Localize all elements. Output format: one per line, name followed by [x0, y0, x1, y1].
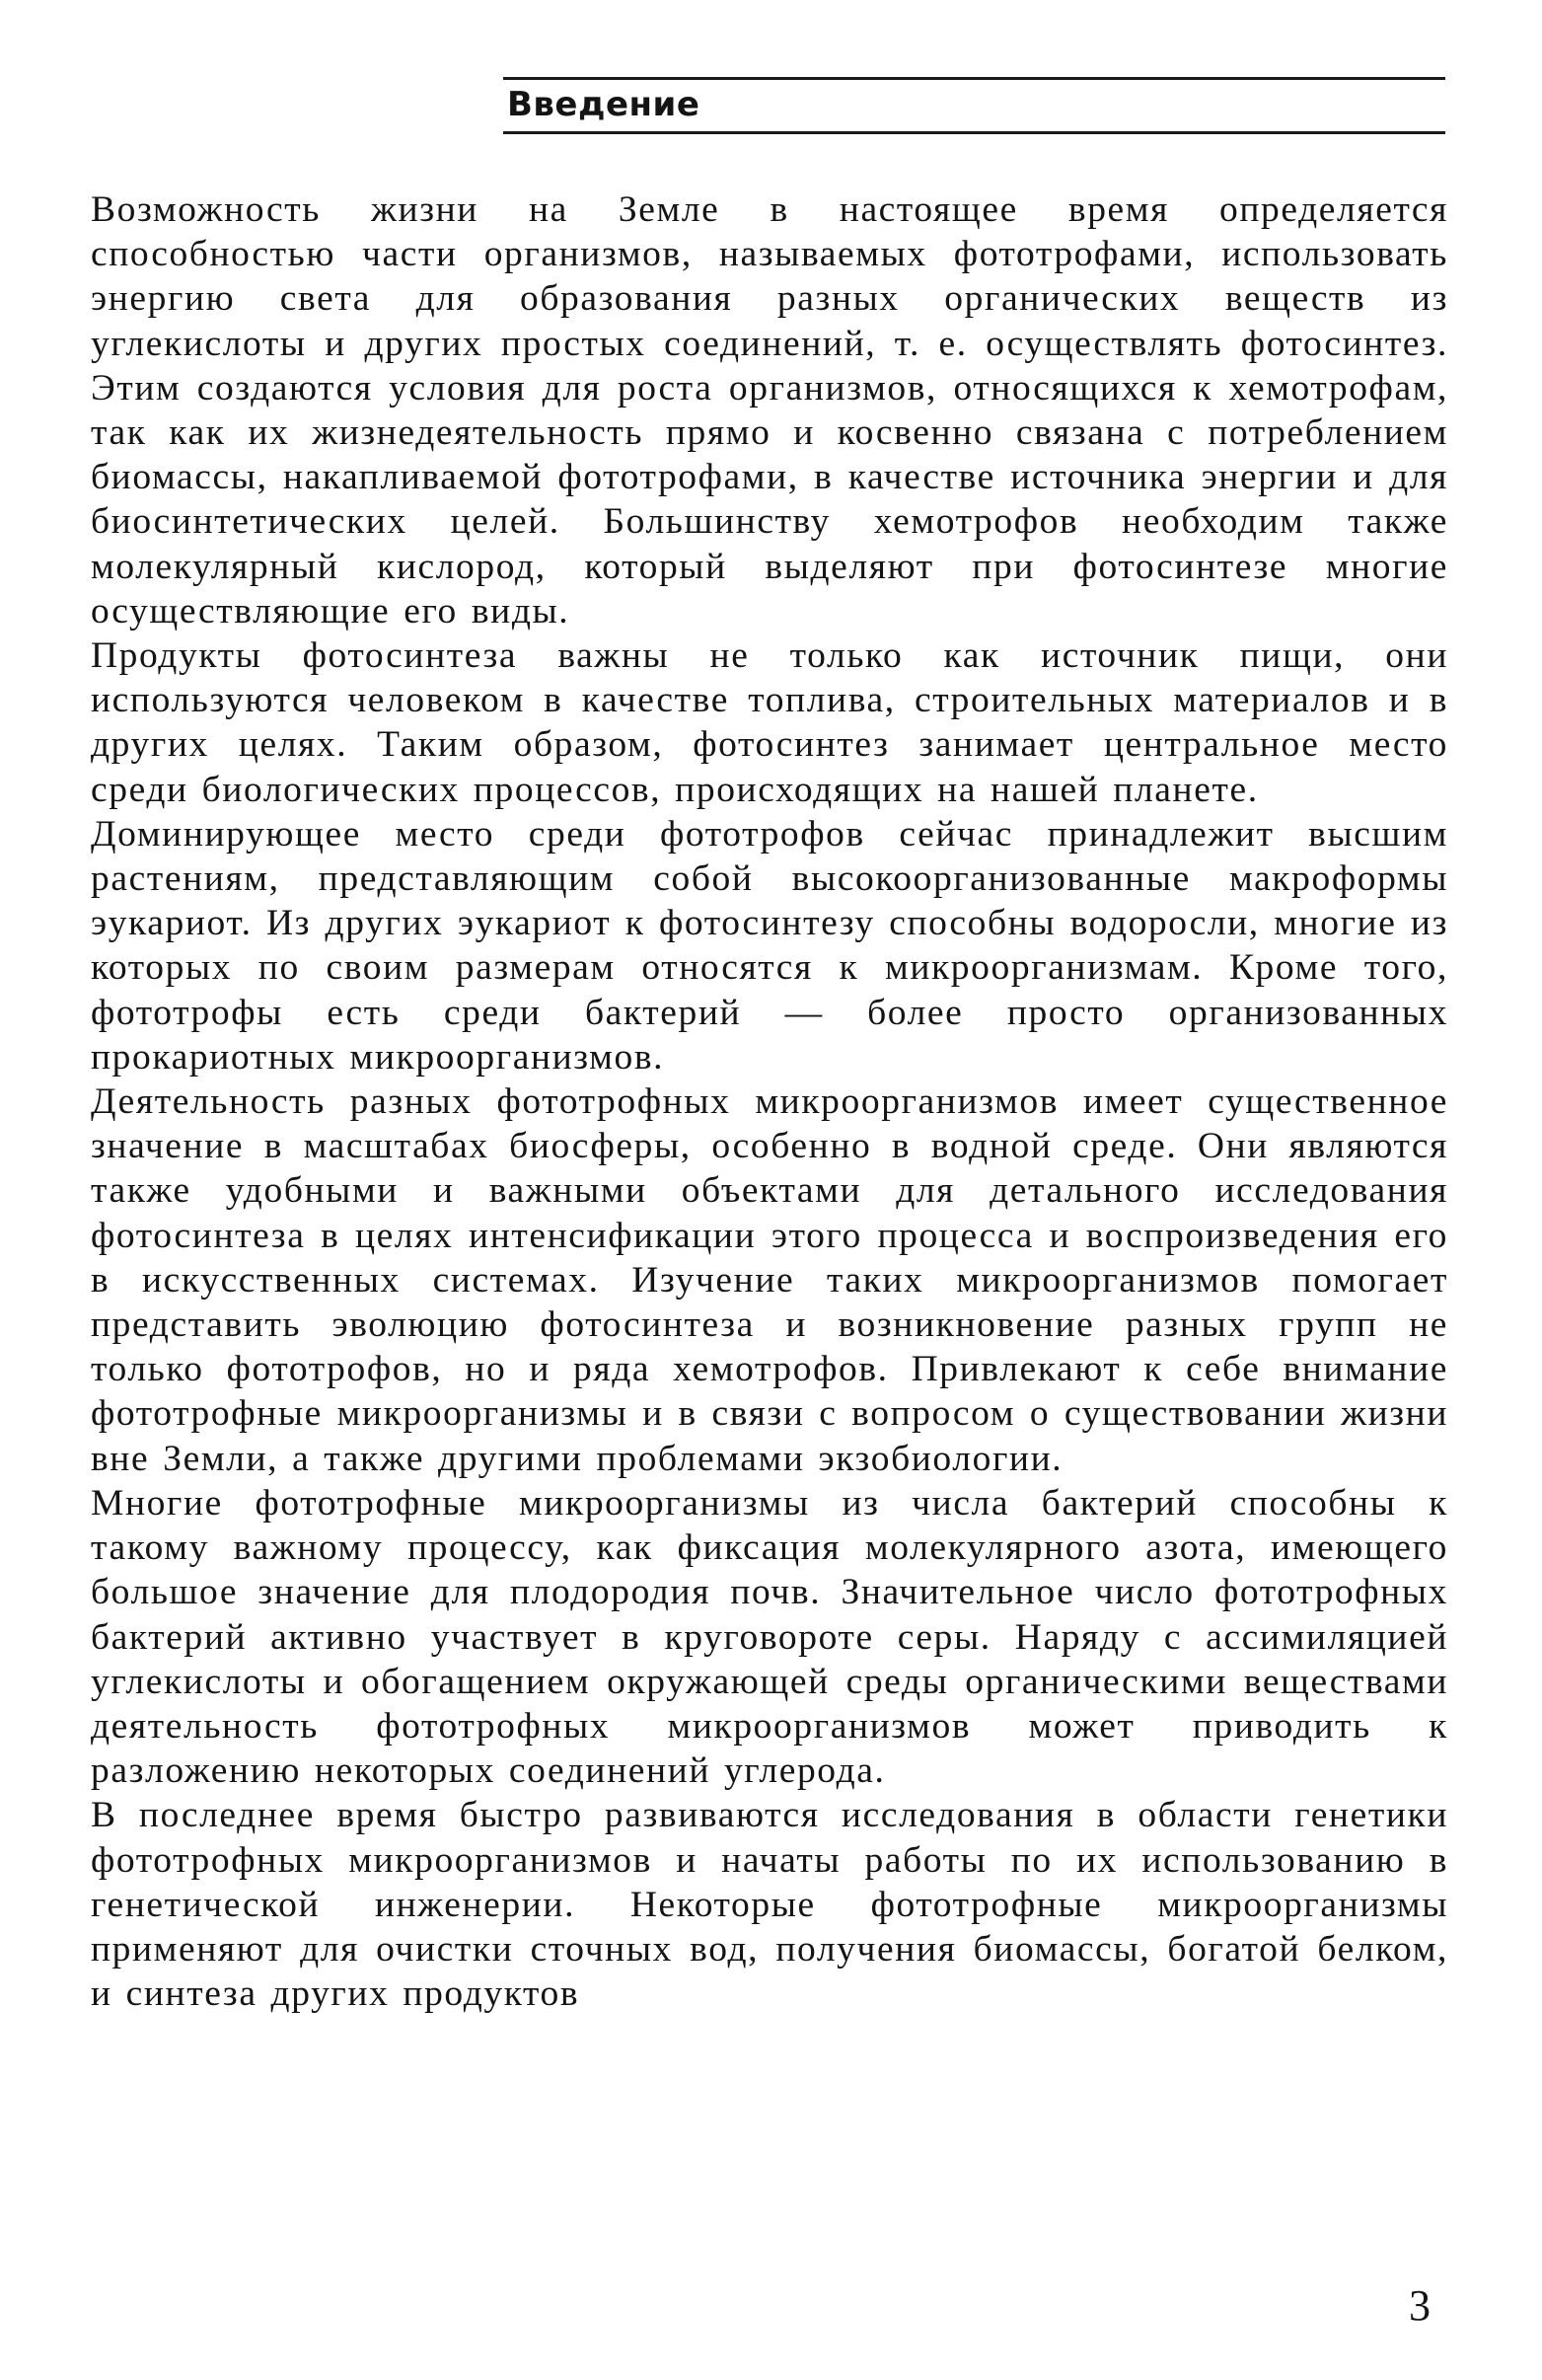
paragraph-4: Деятельность разных фототрофных микроорганизмов имеет существенное значение в масштабах биосферы, особенно в водной среде. Они являются также удобными и важными объектами для детального исследования фотосинтеза в целях интенсификации этого процесса и воспроизведения его в искусственных системах. Изучение таких микроорганизмов помогает представить эволюцию фотосинтеза и возникновение разных групп не только фототрофов, но и ряда хемотрофов. Привлекают к себе внимание фототрофные микроорганизмы и в связи с вопросом о существовании жизни вне Земли, а также другими проблемами экзобиологии. [91, 1081, 1448, 1479]
header-rule-bottom [503, 131, 1445, 134]
paragraph-5: Многие фототрофные микроорганизмы из числа бактерий способны к такому важному процессу, как фиксация молекулярного азота, имеющего большое значение для плодородия почв. Значительное число фототрофных бактерий активно участвует в круговороте серы. Наряду с ассимиляцией углекислоты и обогащением окружающей среды органическими веществами деятельность фототрофных микроорганизмов может приводить к разложению некоторых соединений углерода. [91, 1482, 1448, 1792]
header-rule-top [503, 77, 1445, 80]
section-title: Введение [507, 85, 700, 124]
paragraph-3: Доминирующее место среди фототрофов сейчас принадлежит высшим растениям, представляющим собой высокоорганизованные макроформы эукариот. Из других эукариот к фотосинтезу способны водоросли, многие из которых по своим размерам относятся к микроорганизмам. Кроме того, фототрофы есть среди бактерий — более просто организованных прокариотных микроорганизмов. [91, 813, 1448, 1078]
paragraph-1: Возможность жизни на Земле в настоящее время определяется способностью части организмов, называемых фототрофами, использовать энергию света для образования разных органических веществ из углекислоты и других простых соединений, т. е. осуществлять фотосинтез. Этим создаются условия для роста организмов, относящихся к хемотрофам, так как их жизнедеятельность прямо и косвенно связана с потреблением биомассы, накапливаемой фототрофами, в качестве источника энергии и для биосинтетических целей. Большинству хемотрофов необходим также молекулярный кислород, который выделяют при фотосинтезе многие осуществляющие его виды. [91, 189, 1448, 632]
page-number: 3 [1409, 2281, 1431, 2330]
paragraph-6: В последнее время быстро развиваются исследования в области генетики фототрофных микроорганизмов и начаты работы по их использованию в генетической инженерии. Некоторые фототрофные микроорганизмы применяют для очистки сточных вод, получения биомассы, богатой белком, и синтеза других продуктов [91, 1795, 1448, 2015]
body-text [91, 187, 1448, 2016]
paragraph-2: Продукты фотосинтеза важны не только как источник пищи, они используются человеком в качестве топлива, строительных материалов и в других целях. Таким образом, фотосинтез занимает центральное место среди биологических процессов, происходящих на нашей планете. [91, 635, 1448, 810]
section-header [503, 77, 1445, 138]
